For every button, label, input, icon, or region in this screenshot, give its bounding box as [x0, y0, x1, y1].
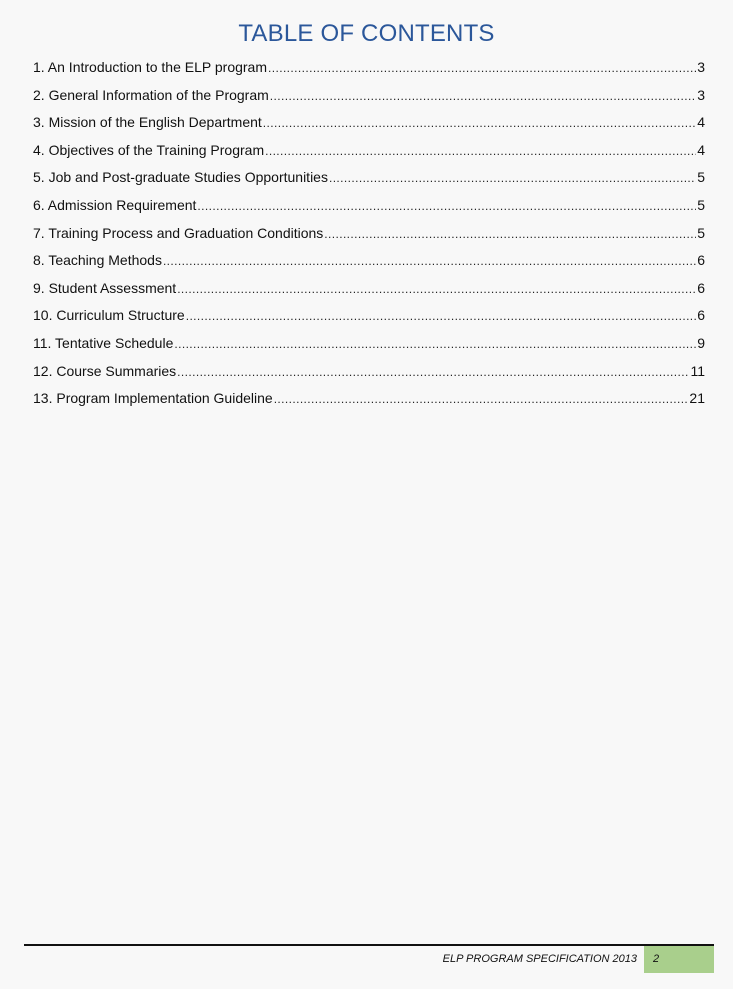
toc-dot-leader — [329, 170, 696, 186]
toc-dot-leader — [177, 281, 696, 297]
toc-entry-label[interactable]: 2. General Information of the Program — [33, 86, 269, 103]
toc-dot-leader — [324, 226, 696, 242]
footer-page-badge — [644, 946, 714, 973]
toc-entry-label[interactable]: 5. Job and Post-graduate Studies Opportunities — [33, 169, 328, 186]
toc-entry-page[interactable]: 6 — [697, 307, 705, 324]
toc-dot-leader — [263, 115, 696, 131]
toc-entry[interactable] — [33, 59, 705, 87]
toc-dot-leader — [268, 60, 696, 76]
toc-entry-page[interactable]: 5 — [697, 169, 705, 186]
toc-entry-label[interactable]: 10. Curriculum Structure — [33, 307, 185, 324]
toc-dot-leader — [270, 88, 696, 104]
toc-entry-page[interactable]: 11 — [690, 362, 705, 379]
toc-dot-leader — [265, 143, 696, 159]
toc-entry-label[interactable]: 13. Program Implementation Guideline — [33, 390, 273, 407]
toc-entry-label[interactable]: 9. Student Assessment — [33, 279, 177, 296]
toc-entry[interactable] — [33, 252, 705, 280]
toc-entry-label[interactable]: 11. Tentative Schedule — [33, 334, 174, 351]
toc-entry[interactable] — [33, 114, 705, 142]
toc-entry[interactable] — [33, 169, 705, 197]
footer-document-title: ELP PROGRAM SPECIFICATION 2013 — [442, 953, 637, 965]
footer-divider — [24, 944, 714, 946]
toc-entry[interactable] — [33, 87, 705, 115]
toc-dot-leader — [177, 364, 689, 380]
toc-entry[interactable] — [33, 280, 705, 308]
toc-dot-leader — [197, 198, 696, 214]
toc-entry-page[interactable]: 4 — [697, 114, 705, 131]
toc-entry-label[interactable]: 3. Mission of the English Department — [33, 114, 262, 131]
toc-entry-page[interactable]: 5 — [697, 224, 705, 241]
toc-entry-label[interactable]: 6. Admission Requirement — [33, 196, 197, 213]
toc-entry[interactable] — [33, 225, 705, 253]
toc-entry-page[interactable]: 3 — [697, 86, 705, 103]
toc-entry-label[interactable]: 8. Teaching Methods — [33, 252, 162, 269]
toc-entry-page[interactable]: 6 — [697, 279, 705, 296]
toc-entry-page[interactable]: 6 — [697, 252, 705, 269]
toc-entry-label[interactable]: 1. An Introduction to the ELP program — [33, 59, 268, 75]
toc-dot-leader — [186, 308, 696, 324]
toc-entry[interactable] — [33, 142, 705, 170]
toc-list — [33, 59, 705, 418]
toc-entry-page[interactable]: 4 — [697, 141, 705, 158]
toc-entry[interactable] — [33, 335, 705, 363]
toc-entry-page[interactable]: 21 — [689, 390, 705, 407]
toc-entry[interactable] — [33, 307, 705, 335]
toc-entry[interactable] — [33, 390, 705, 418]
toc-entry-page[interactable]: 9 — [697, 334, 705, 351]
toc-entry-page[interactable]: 5 — [697, 196, 705, 213]
toc-dot-leader — [274, 391, 689, 407]
footer-page-number: 2 — [653, 953, 660, 965]
toc-entry-label[interactable]: 7. Training Process and Graduation Conditions — [33, 224, 324, 241]
toc-dot-leader — [174, 336, 696, 352]
toc-entry-label[interactable]: 4. Objectives of the Training Program — [33, 141, 265, 158]
toc-title: TABLE OF CONTENTS — [238, 20, 495, 47]
toc-entry[interactable] — [33, 197, 705, 225]
toc-entry[interactable] — [33, 363, 705, 391]
toc-dot-leader — [163, 253, 696, 269]
toc-entry-page[interactable]: 3 — [697, 59, 705, 75]
toc-entry-label[interactable]: 12. Course Summaries — [33, 362, 177, 379]
